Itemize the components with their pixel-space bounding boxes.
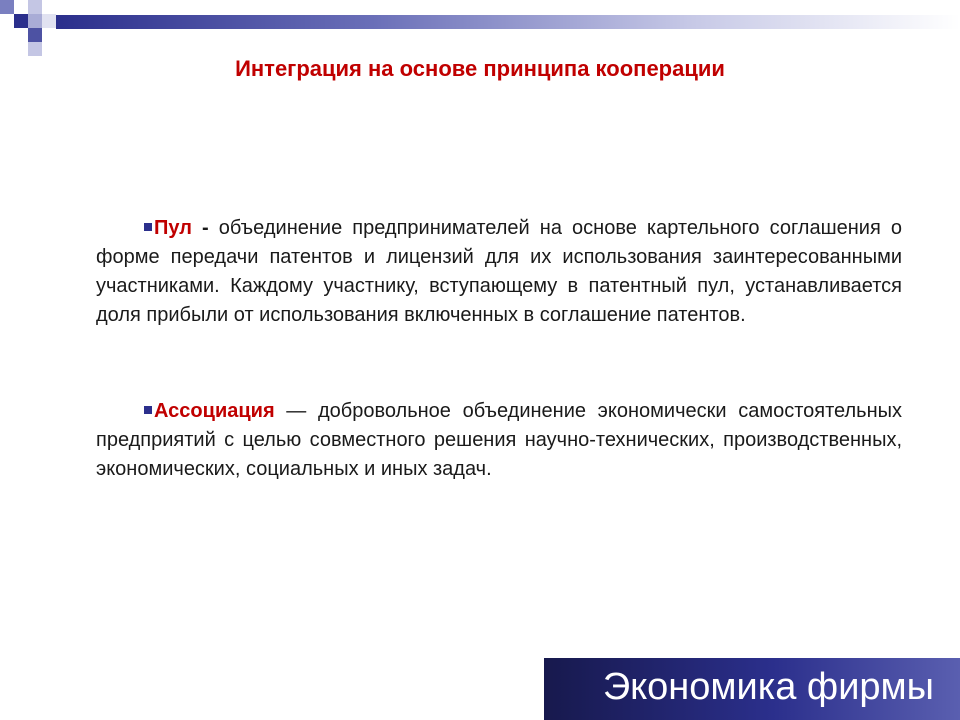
term-separator: — [274,400,318,422]
term-separator: - [202,217,209,239]
decor-square [28,14,42,28]
decor-square [14,0,28,14]
decor-square [0,14,14,28]
decor-square [14,28,28,42]
definition-paragraph [96,397,902,484]
term-label: Ассоциация [154,400,275,422]
decor-square [42,14,56,28]
decor-square [0,0,14,14]
header-gradient-bar [56,15,960,29]
decor-square [28,0,42,14]
definition-text: объединение предпринимателей на основе картельного соглашения о форме передачи патентов и лицензий для их использования заинтересованными участниками. Каждому участнику, вступающему в патентный пул, устанавливается доля прибыли от использования включенных в соглашение патентов. [96,217,902,326]
square-bullet-icon [144,406,152,414]
term-label: Пул [154,217,192,239]
decor-square [14,14,28,28]
decor-square [28,28,42,42]
square-bullet-icon [144,223,152,231]
definition-text: добровольное объединение экономически самостоятельных предприятий с целью совместного решения научно-технических, производственных, экономических, социальных и иных задач. [96,400,902,480]
footer-banner [544,658,960,720]
definition-paragraph [96,214,902,330]
decor-square [28,42,42,56]
footer-label: Экономика фирмы [602,666,934,708]
slide-title: Интеграция на основе принципа кооперации [235,56,725,81]
